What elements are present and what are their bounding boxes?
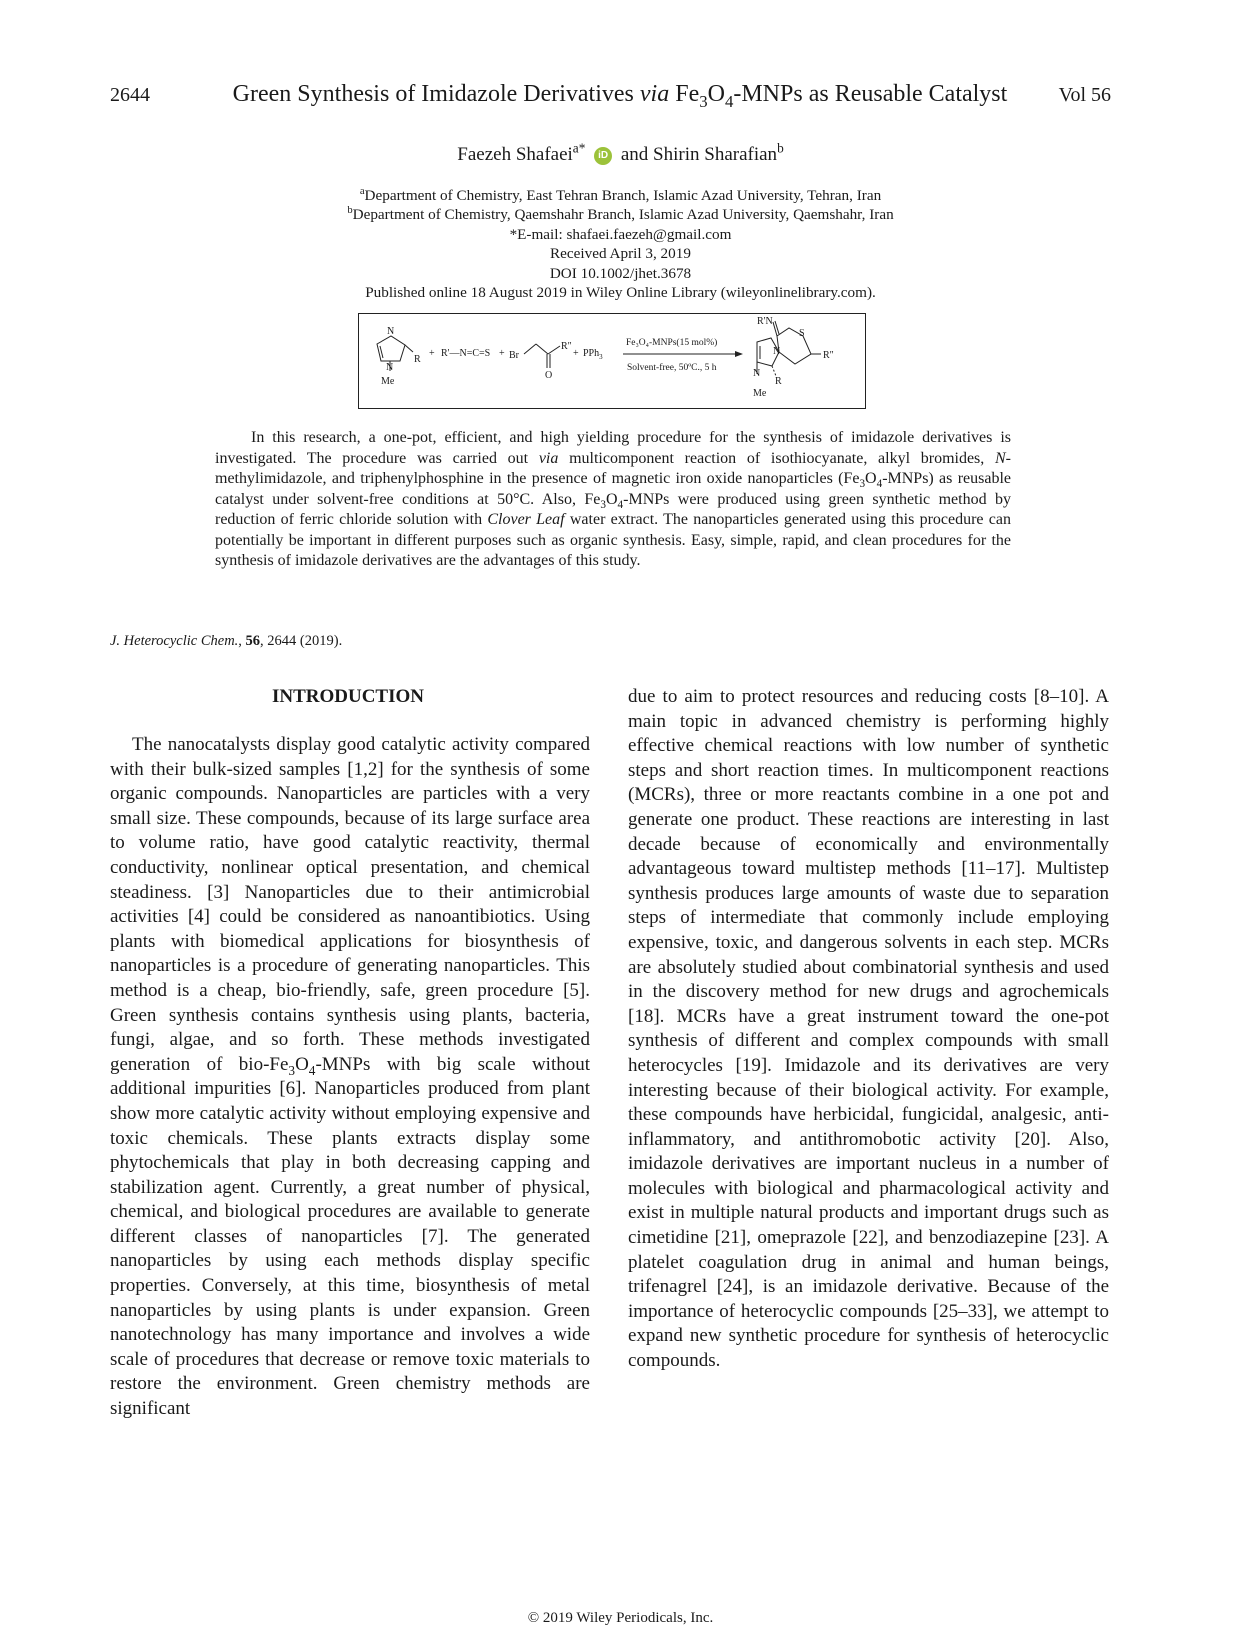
scheme-r2-label: R" [823, 350, 834, 361]
body-paragraph: The nanocatalysts display good catalytic activity compared with their bulk-sized samples [1,2] for the synthesis of some organic compounds. Nanoparticles are particles with a very small size. These compounds, because of its large surface area to volume ratio, have good catalytic reactivity, thermal conductivity, nonlinear optical presentation, and chemical steadiness. [3] Nanoparticles due to their antimicrobial activities [4] could be considered as nanoantibiotics. Using plants with biomedical applications for biosynthesis of nanoparticles is a procedure of generating nanoparticles. This method is a cheap, bio-friendly, safe, green procedure [5]. Green synthesis contains synthesis using plants, bacteria, fungi, algae, and so forth. These methods investigated generation of bio-$Fe_3O_4$-MNPs with big scale without additional impurities [6]. Nanoparticles produced from plant show more catalytic activity without employing expensive and toxic chemicals. These plants extracts display some phytochemicals that play in both decreasing capping and stabilization agent. Currently, a great number of physical, chemical, and biological procedures are available to generate different classes of nanoparticles [7]. The generated nanoparticles by using each methods display specific properties. Conversely, at this time, biosynthesis of metal nanoparticles by using plants is under expansion. Green nanotechnology has many importance and involves a wide scale of procedures that decrease or remove toxic materials to restore the environment. Green chemistry methods are significant [110, 734, 590, 1420]
scheme-plus: + [499, 348, 505, 359]
orcid-icon[interactable]: iD [594, 147, 612, 165]
abstract [215, 428, 1011, 572]
scheme-n-label: N [386, 362, 394, 373]
email: *E-mail: shafaei.faezeh@gmail.com [509, 225, 732, 243]
scheme-r-label: R [414, 354, 421, 365]
published-line: Published online 18 August 2019 in Wiley Online Library (wileyonlinelibrary.com). [365, 284, 876, 302]
catalyst-label: Fe₃O₄-MNPs(15 mol%) [626, 338, 718, 348]
isothiocyanate-label: R'—N=C=S [441, 348, 491, 359]
author-line: Faezeh Shafaei$^{a*}$ iD and Shirin Sharafian$^b$ [457, 140, 784, 165]
product-structure [757, 321, 821, 376]
scheme-o-label: O [545, 370, 553, 381]
scheme-br-label: Br [509, 350, 519, 361]
body-column-right [628, 685, 1109, 1374]
scheme-n-label: N [773, 346, 781, 357]
scheme-plus: + [573, 348, 579, 359]
scheme-me-label: Me [381, 376, 395, 387]
page-number: 2644 [110, 84, 150, 106]
section-heading: INTRODUCTION [271, 686, 425, 707]
volume-label: Vol 56 [1058, 84, 1111, 106]
scheme-r-label: R [775, 376, 782, 387]
product-rn-label: R'N [757, 316, 773, 327]
scheme-n-label: N [387, 326, 395, 337]
author-name: Shirin Sharafian [653, 144, 778, 165]
article-metadata [0, 186, 1241, 302]
doi: DOI 10.1002/jhet.3678 [549, 264, 692, 282]
scheme-plus: + [429, 348, 435, 359]
received-date: Received April 3, 2019 [550, 245, 691, 263]
scheme-s-label: S [799, 328, 805, 339]
scheme-me-label: Me [753, 388, 767, 399]
scheme-r2-label: R" [561, 341, 572, 352]
reaction-scheme [358, 313, 866, 409]
author-name: Faezeh Shafaei [457, 144, 573, 165]
scheme-n-label: N [753, 368, 761, 379]
imidazole-reactant [377, 336, 413, 371]
abstract-paragraph: In this research, a one-pot, efficient, and high yielding procedure for the synthesis of imidazole derivatives is investigated. The procedure was carried out via multicomponent reaction of isothiocyanate, alkyl bromides, N-methylimidazole, and triphenylphosphine in the presence of magnetic iron oxide nanoparticles $(Fe_3O_4-MNPs)$ as reusable catalyst under solvent-free conditions at 50°C. Also, $Fe_3O_4$-MNPs were produced using green synthetic method by reduction of ferric chloride solution with Clover Leaf water extract. The nanoparticles generated using this procedure can potentially be important in different purposes such as organic synthesis. Easy, simple, rapid, and clean procedures for the synthesis of imidazole derivatives are the advantages of this study. [215, 429, 1012, 569]
affiliation-b: $^b$Department of Chemistry, Qaemshahr Branch, Islamic Azad University, Qaemshahr, Iran [347, 205, 894, 224]
scheme-pph3-label: PPh$_3$ [583, 348, 603, 361]
affiliation-a: $^a$Department of Chemistry, East Tehran Branch, Islamic Azad University, Tehran, Iran [359, 185, 882, 204]
body-paragraph: due to aim to protect resources and reducing costs [8–10]. A main topic in advanced chemistry is performing highly effective chemical reactions with low number of synthetic steps and short reaction times. In multicomponent reactions (MCRs), three or more reactants combine in a one pot and generate one product. These reactions are interesting in last decade because of economically and environmentally advantageous toward multistep methods [11–17]. Multistep synthesis produces large amounts of waste due to separation steps of intermediate that commonly include employing expensive, toxic, and dangerous solvents in each step. MCRs are absolutely studied about combinatorial synthesis and used in the discovery method for new drugs and agrochemicals [18]. MCRs have a great instrument toward the one-pot synthesis of different and complex compounds with small heterocycles [19]. Imidazole and its derivatives are very interesting because of their biological activity. For example, these compounds have herbicidal, fungicidal, analgesic, anti-inflammatory, and antithromobotic activity [20]. Also, imidazole derivatives are important nucleus in a number of molecules with biological and pharmacological activity and exist in multiple natural products and important drugs such as cimetidine [21], omeprazole [22], and benzodiazepine [23]. A platelet coagulation drug in animal and human beings, trifenagrel [24], is an imidazole derivative. Because of the importance of heterocyclic compounds [25–33], we attempt to expand new synthetic procedure for synthesis of heterocyclic compounds. [628, 686, 1109, 1372]
journal-citation: J. Heterocyclic Chem., 56, 2644 (2019). [110, 633, 343, 649]
copyright-footer: © 2019 Wiley Periodicals, Inc. [527, 1610, 714, 1626]
conditions-label: Solvent-free, 50ºC., 5 h [627, 363, 717, 373]
body-column-left [110, 733, 590, 1422]
article-title: Green Synthesis of Imidazole Derivatives via $Fe_3O_4$-MNPs as Reusable Catalyst [232, 81, 1008, 111]
